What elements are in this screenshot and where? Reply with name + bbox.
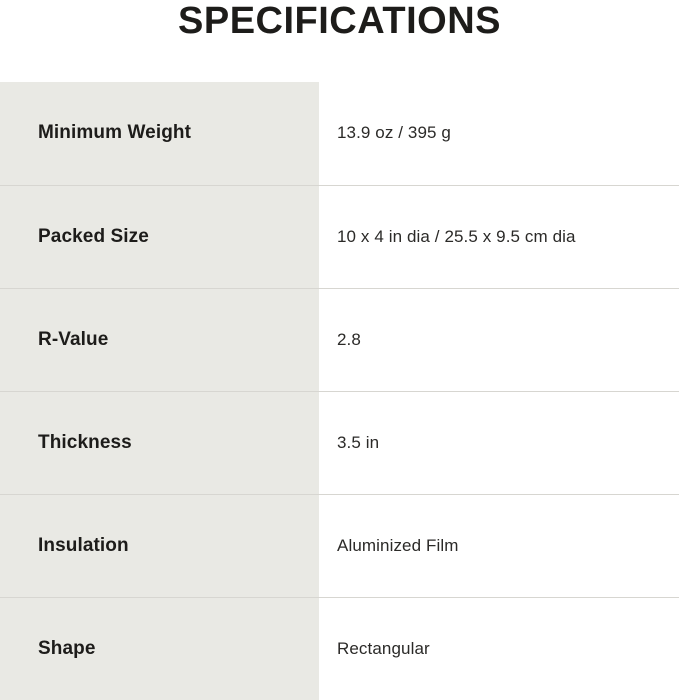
- spec-value: Aluminized Film: [319, 494, 679, 597]
- table-row: [0, 391, 679, 494]
- spec-value: Rectangular: [319, 597, 679, 700]
- spec-label: Packed Size: [0, 185, 319, 288]
- spec-value: 3.5 in: [319, 391, 679, 494]
- table-row: [0, 185, 679, 288]
- spec-label: R-Value: [0, 288, 319, 391]
- spec-value: 2.8: [319, 288, 679, 391]
- table-row: [0, 288, 679, 391]
- spec-label: Thickness: [0, 391, 319, 494]
- spec-label: Insulation: [0, 494, 319, 597]
- spec-label: Shape: [0, 597, 319, 700]
- spec-value: 13.9 oz / 395 g: [319, 82, 679, 185]
- table-row: [0, 597, 679, 700]
- table-row: [0, 494, 679, 597]
- spec-value: 10 x 4 in dia / 25.5 x 9.5 cm dia: [319, 185, 679, 288]
- table-row: [0, 82, 679, 185]
- specifications-table: [0, 82, 679, 700]
- spec-label: Minimum Weight: [0, 82, 319, 185]
- page-title: SPECIFICATIONS: [178, 0, 501, 42]
